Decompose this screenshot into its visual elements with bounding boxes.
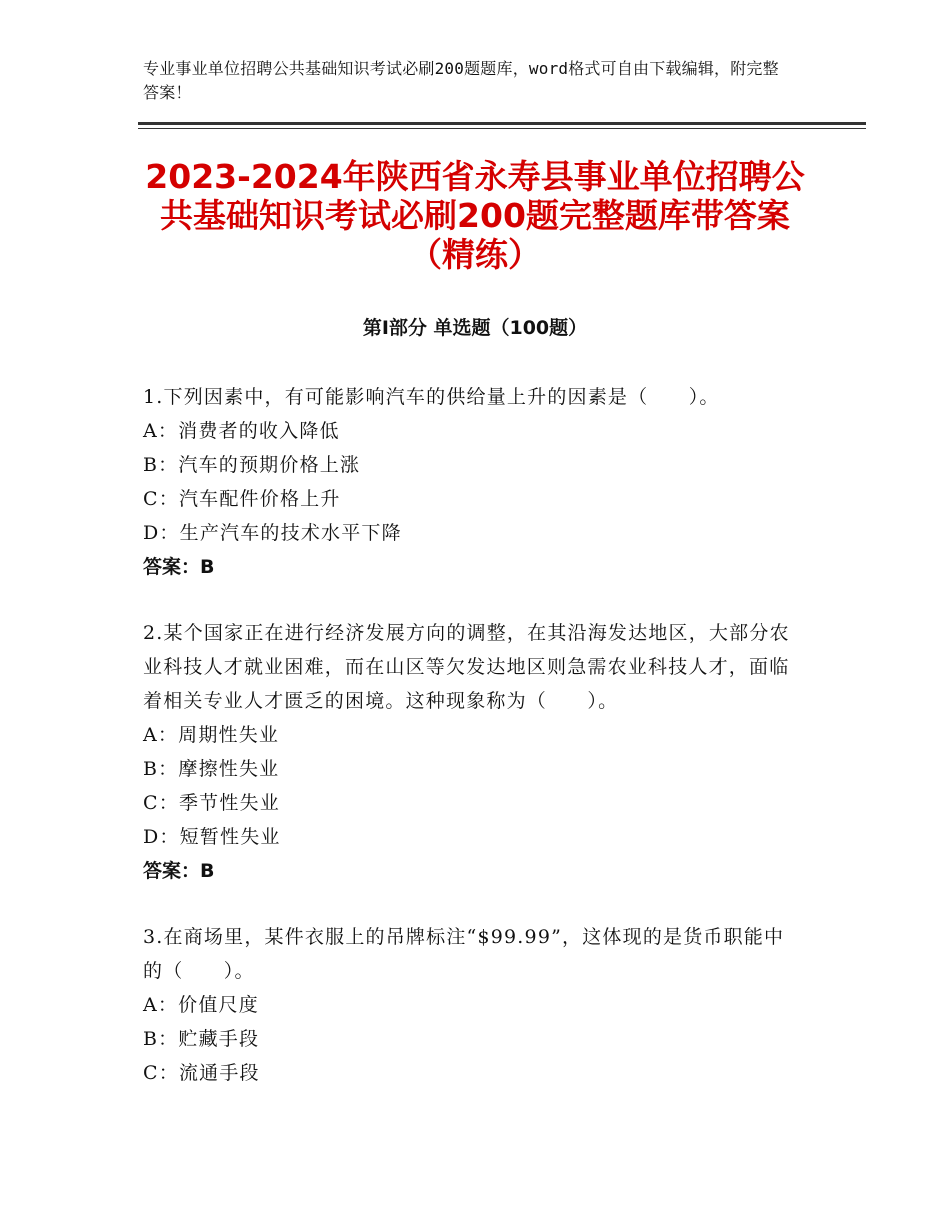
answer-line: 答案：B: [143, 556, 215, 578]
question-2: [143, 616, 803, 888]
question-3: [143, 920, 803, 1090]
option-b: B：贮藏手段: [143, 1028, 260, 1050]
option-d: D：生产汽车的技术水平下降: [143, 522, 402, 544]
question-stem: 2.某个国家正在进行经济发展方向的调整，在其沿海发达地区，大部分农业科技人才就业困难，而在山区等欠发达地区则急需农业科技人才，面临着相关专业人才匮乏的困境。这种现象称为（ ）。: [143, 622, 790, 712]
option-a: A：周期性失业: [143, 724, 280, 746]
option-d: D：短暂性失业: [143, 826, 281, 848]
question-1: [143, 380, 803, 584]
section-title: 第Ⅰ部分 单选题（100题）: [362, 317, 588, 339]
option-c: C：季节性失业: [143, 792, 280, 814]
document-title: 2023-2024年陕西省永寿县事业单位招聘公共基础知识考试必刷200题完整题库带答案（精练）: [145, 157, 805, 274]
option-c: C：流通手段: [143, 1062, 260, 1084]
option-a: A：价值尺度: [143, 994, 259, 1016]
option-b: B：汽车的预期价格上涨: [143, 454, 361, 476]
option-b: B：摩擦性失业: [143, 758, 280, 780]
question-list: [143, 380, 803, 1122]
header-divider-thick: [138, 122, 866, 125]
header-note: 专业事业单位招聘公共基础知识考试必刷200题题库，word格式可自由下载编辑，附完整答案！: [143, 59, 779, 102]
option-c: C：汽车配件价格上升: [143, 488, 341, 510]
question-stem: 3.在商场里，某件衣服上的吊牌标注“$99.99”，这体现的是货币职能中的（ ）。: [143, 926, 785, 982]
option-a: A：消费者的收入降低: [143, 420, 340, 442]
header-divider-thin: [138, 128, 866, 129]
answer-line: 答案：B: [143, 860, 215, 882]
question-stem: 1.下列因素中，有可能影响汽车的供给量上升的因素是（ ）。: [143, 386, 720, 408]
